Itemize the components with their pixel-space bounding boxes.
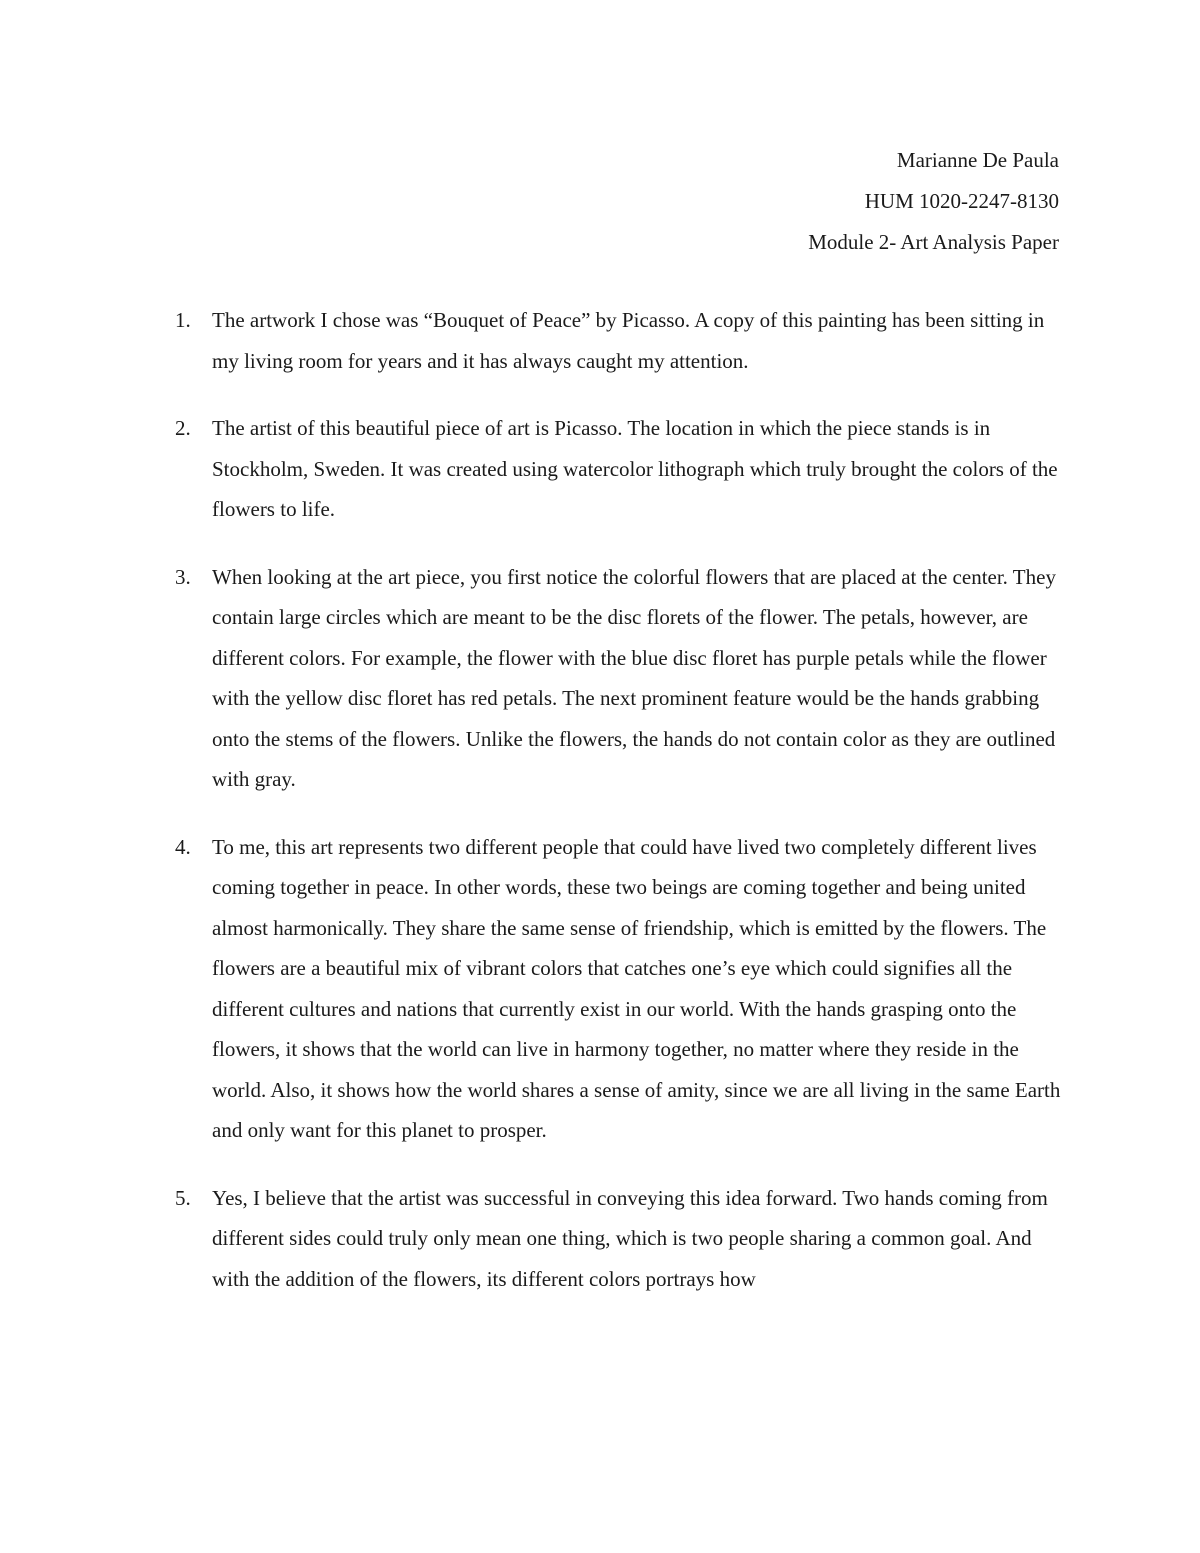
list-item-text: The artwork I chose was “Bouquet of Peace” by Picasso. A copy of this painting has been sitting in my living room for years and it has always caught my attention. bbox=[212, 308, 1045, 373]
list-item bbox=[175, 827, 1065, 1151]
list-item-number: 4. bbox=[175, 834, 191, 859]
list-item bbox=[175, 557, 1065, 800]
list-item bbox=[175, 408, 1065, 530]
list-item-text: Yes, I believe that the artist was successful in conveying this idea forward. Two hands coming from different sides could truly only mean one thing, which is two people sharing a common goal. And with the addition of the flowers, its different colors portrays how bbox=[212, 1185, 1048, 1291]
author-name: Marianne De Paula bbox=[896, 148, 1059, 172]
course-code: HUM 1020-2247-8130 bbox=[864, 189, 1059, 213]
list-item bbox=[175, 1178, 1065, 1300]
list-item-text: To me, this art represents two different people that could have lived two completely different lives coming together in peace. In other words, these two beings are coming together and being united almost harmonically. They share the same sense of friendship, which is emitted by the flowers. The flowers are a beautiful mix of vibrant colors that catches one’s eye which could signifies all the different cultures and nations that currently exist in our world. With the hands grasping onto the flowers, it shows that the world can live in harmony together, no matter where they reside in the world. Also, it shows how the world shares a sense of amity, since we are all living in the same Earth and only want for this planet to prosper. bbox=[212, 834, 1061, 1142]
list-item-number: 5. bbox=[175, 1185, 191, 1210]
assignment-title: Module 2- Art Analysis Paper bbox=[808, 230, 1059, 254]
list-item-number: 3. bbox=[175, 564, 191, 589]
list-item-text: The artist of this beautiful piece of art is Picasso. The location in which the piece stands is in Stockholm, Sweden. It was created using watercolor lithograph which truly brought the colors of the flowers to life. bbox=[212, 416, 1058, 521]
list-item bbox=[175, 300, 1065, 381]
answer-list bbox=[175, 300, 1065, 1326]
document-header bbox=[808, 140, 1059, 263]
list-item-number: 2. bbox=[175, 416, 191, 440]
list-item-text: When looking at the art piece, you first notice the colorful flowers that are placed at the center. They contain large circles which are meant to be the disc florets of the flower. The petals, however, are different colors. For example, the flower with the blue disc floret has purple petals while the flower with the yellow disc floret has red petals. The next prominent feature would be the hands grabbing onto the stems of the flowers. Unlike the flowers, the hands do not contain color as they are outlined with gray. bbox=[212, 564, 1056, 791]
list-item-number: 1. bbox=[175, 308, 191, 332]
